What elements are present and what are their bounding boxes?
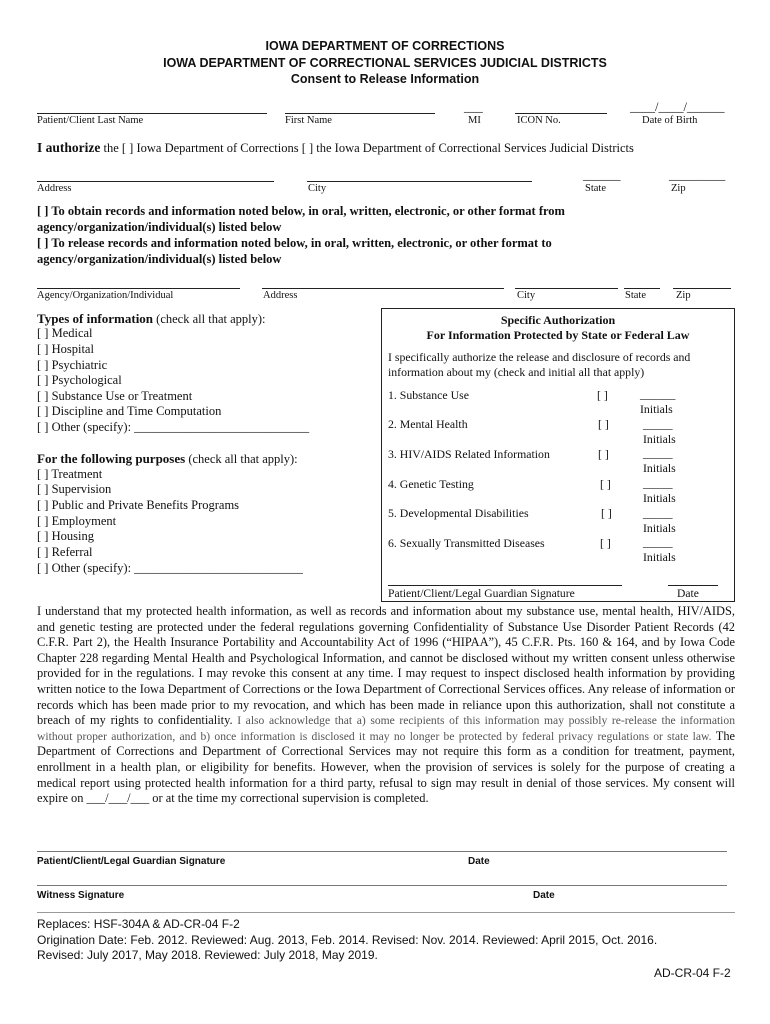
zip-field[interactable]: _________ xyxy=(669,168,726,182)
auth-mental-health-label: 2. Mental Health xyxy=(388,417,468,431)
auth-std-initials: Initials xyxy=(643,550,676,564)
specific-auth-intro-1: I specifically authorize the release and disclosure of records and xyxy=(388,350,691,364)
auth-developmental-label: 5. Developmental Disabilities xyxy=(388,506,529,520)
title-judicial-districts: IOWA DEPARTMENT OF CORRECTIONAL SERVICES JUDICIAL DISTRICTS xyxy=(163,56,607,70)
specific-signature-label: Patient/Client/Legal Guardian Signature xyxy=(388,587,575,600)
icon-number-field[interactable] xyxy=(515,113,607,114)
purposes-heading: For the following purposes (check all that apply): xyxy=(37,451,298,466)
first-name-field[interactable] xyxy=(285,113,435,114)
patient-signature-line[interactable] xyxy=(37,851,727,852)
agency-city-field[interactable] xyxy=(515,288,618,289)
last-name-label: Patient/Client Last Name xyxy=(37,115,144,126)
agency-city-label: City xyxy=(517,290,536,301)
witness-signature-line[interactable] xyxy=(37,885,727,886)
footer-replaces: Replaces: HSF-304A & AD-CR-04 F-2 xyxy=(37,917,240,931)
agency-address-label: Address xyxy=(263,290,298,301)
purpose-benefits[interactable]: [ ] Public and Private Benefits Programs xyxy=(37,498,240,512)
last-name-field[interactable] xyxy=(37,113,267,114)
auth-substance-use-checkbox[interactable]: [ ] xyxy=(597,388,608,402)
obtain-option-cont: agency/organization/individual(s) listed below xyxy=(37,220,282,234)
agency-state-label: State xyxy=(625,290,646,301)
purpose-treatment[interactable]: [ ] Treatment xyxy=(37,467,103,481)
first-name-label: First Name xyxy=(285,115,332,126)
auth-substance-use-initials-field[interactable]: ______ xyxy=(640,387,676,401)
agency-field[interactable] xyxy=(37,288,240,289)
mi-label: MI xyxy=(468,115,481,126)
city-field[interactable] xyxy=(307,181,532,182)
consent-paragraph: I understand that my protected health information, as well as records and information about my substance use, mental health, HIV/AIDS, and genetic testing are protected under the federal regulations governing Confidentiality of Substance Use Disorder Patient Records (42 C.F.R. Part 2), the Health Insurance Portability and Accountability Act of 1996 (“HIPAA”), 45 C.F.R. Pts. 160 & 164, and by Iowa Code Chapter 228 regarding Mental Health and Psychological Information, and cannot be disclosed without my written consent unless otherwise provided for in the regulations. I may revoke this consent at any time. I may request to inspect disclosed health information by providing written notice to the Iowa Department of Corrections or the Iowa Department of Correctional Services offices. Any release of information or records which has been made prior to my revocation, and which has been made in reliance upon this authorization, shall not constitute a breach of my rights to confidentiality. I also acknowledge that a) some recipients of this information may possibly re-release the information without proper authorization, and b) once information is disclosed it may no longer be protected by federal privacy regulations or state law. The Department of Corrections and Department of Correctional Services may not require this form as a condition for treatment, payment, enrollment in a health plan, or eligibility for benefits. However, when the provision of services is solely for the purpose of creating a medical report using protected health information for a third party, refusal to sign may result in denial of those services. My consent will expire on ___/___/___ or at the time my correctional supervision is completed. xyxy=(37,604,736,806)
type-hospital[interactable]: [ ] Hospital xyxy=(37,342,94,356)
type-discipline[interactable]: [ ] Discipline and Time Computation xyxy=(37,404,222,418)
specific-auth-title: Specific Authorization xyxy=(500,313,616,327)
footer-origination: Origination Date: Feb. 2012. Reviewed: Aug. 2013, Feb. 2014. Revised: Nov. 2014. Reviewed: April 2015, Oct. 2016. xyxy=(37,933,658,947)
dob-label: Date of Birth xyxy=(642,115,698,126)
address-label: Address xyxy=(37,183,72,194)
agency-zip-field[interactable] xyxy=(673,288,731,289)
types-heading: Types of information (check all that apply): xyxy=(37,311,266,326)
type-other[interactable]: [ ] Other (specify): ____________________________ xyxy=(37,420,310,434)
form-title: Consent to Release Information xyxy=(290,72,480,86)
auth-genetic-initials-field[interactable]: _____ xyxy=(643,476,673,490)
patient-signature-label: Patient/Client/Legal Guardian Signature xyxy=(37,856,226,867)
state-label: State xyxy=(585,183,606,194)
agency-label: Agency/Organization/Individual xyxy=(37,290,174,301)
auth-substance-use-initials: Initials xyxy=(640,402,673,416)
release-option-cont: agency/organization/individual(s) listed below xyxy=(37,252,282,266)
purpose-housing[interactable]: [ ] Housing xyxy=(37,529,94,543)
auth-developmental-checkbox[interactable]: [ ] xyxy=(601,506,612,520)
auth-substance-use-label: 1. Substance Use xyxy=(388,388,469,402)
type-psychological[interactable]: [ ] Psychological xyxy=(37,373,122,387)
footer-revised: Revised: July 2017, May 2018. Reviewed: July 2018, May 2019. xyxy=(37,948,378,962)
release-option[interactable]: [ ] To release records and information noted below, in oral, written, electronic, or other format to xyxy=(37,236,552,250)
type-substance-use[interactable]: [ ] Substance Use or Treatment xyxy=(37,389,193,403)
auth-hiv-label: 3. HIV/AIDS Related Information xyxy=(388,447,550,461)
purpose-employment[interactable]: [ ] Employment xyxy=(37,514,117,528)
specific-signature-field[interactable] xyxy=(388,585,622,586)
agency-state-field[interactable] xyxy=(624,288,660,289)
title-department: IOWA DEPARTMENT OF CORRECTIONS xyxy=(265,39,505,53)
authorize-statement: I authorize the [ ] Iowa Department of Corrections [ ] the Iowa Department of Correctional Services Judicial Districts xyxy=(37,140,634,155)
auth-mental-health-checkbox[interactable]: [ ] xyxy=(598,417,609,431)
auth-hiv-checkbox[interactable]: [ ] xyxy=(598,447,609,461)
agency-zip-label: Zip xyxy=(676,290,691,301)
mi-field[interactable]: ___ xyxy=(464,100,483,114)
dob-field[interactable]: ____/____/______ xyxy=(630,100,725,114)
auth-mental-health-initials: Initials xyxy=(643,432,676,446)
type-psychiatric[interactable]: [ ] Psychiatric xyxy=(37,358,108,372)
witness-signature-label: Witness Signature xyxy=(37,890,125,901)
purpose-other[interactable]: [ ] Other (specify): ___________________________ xyxy=(37,561,303,575)
state-field[interactable]: ______ xyxy=(583,168,621,182)
witness-date-label: Date xyxy=(533,890,555,901)
patient-date-label: Date xyxy=(468,856,490,867)
auth-hiv-initials: Initials xyxy=(643,461,676,475)
auth-developmental-initials: Initials xyxy=(643,521,676,535)
auth-std-checkbox[interactable]: [ ] xyxy=(600,536,611,550)
auth-genetic-checkbox[interactable]: [ ] xyxy=(600,477,611,491)
city-label: City xyxy=(308,183,327,194)
purpose-referral[interactable]: [ ] Referral xyxy=(37,545,93,559)
specific-date-field[interactable] xyxy=(668,585,718,586)
type-medical[interactable]: [ ] Medical xyxy=(37,326,93,340)
agency-address-field[interactable] xyxy=(262,288,504,289)
obtain-option[interactable]: [ ] To obtain records and information noted below, in oral, written, electronic, or other format from xyxy=(37,204,565,218)
zip-label: Zip xyxy=(671,183,686,194)
icon-label: ICON No. xyxy=(517,115,561,126)
auth-genetic-label: 4. Genetic Testing xyxy=(388,477,474,491)
specific-date-label: Date xyxy=(677,587,699,600)
auth-std-label: 6. Sexually Transmitted Diseases xyxy=(388,536,545,550)
specific-auth-intro-2: information about my (check and initial all that apply) xyxy=(388,365,645,379)
auth-genetic-initials: Initials xyxy=(643,491,676,505)
footer-divider xyxy=(37,912,735,913)
auth-hiv-initials-field[interactable]: _____ xyxy=(643,446,673,460)
auth-std-initials-field[interactable]: _____ xyxy=(643,535,673,549)
address-field[interactable] xyxy=(37,181,274,182)
specific-auth-subtitle: For Information Protected by State or Federal Law xyxy=(426,328,690,342)
form-id: AD-CR-04 F-2 xyxy=(654,966,731,980)
auth-developmental-initials-field[interactable]: _____ xyxy=(643,506,673,520)
auth-mental-health-initials-field[interactable]: _____ xyxy=(643,417,673,431)
purpose-supervision[interactable]: [ ] Supervision xyxy=(37,482,112,496)
